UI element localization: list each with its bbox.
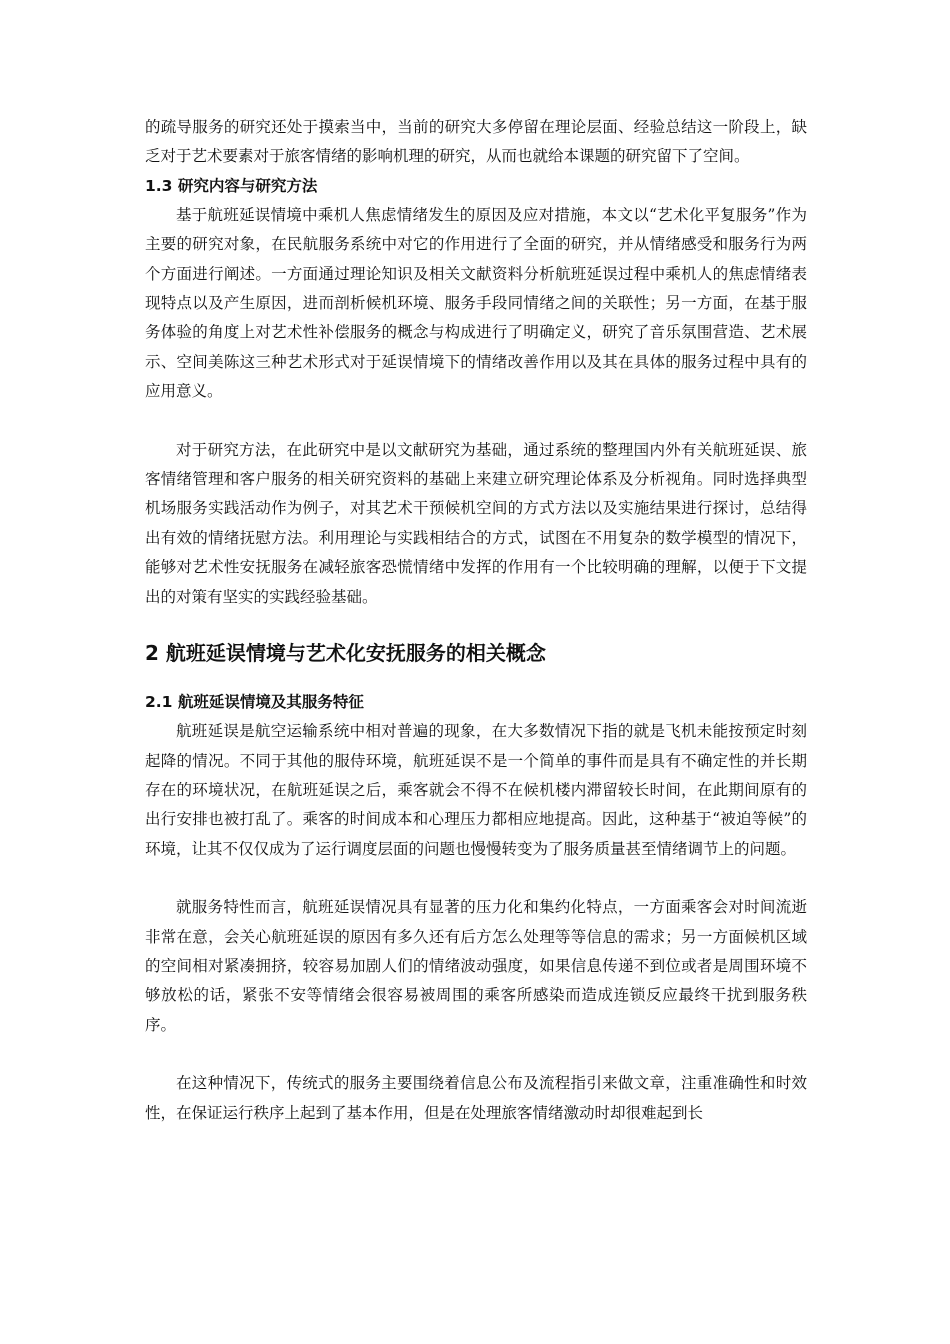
- paragraph-gap: [145, 407, 807, 436]
- document-page: [145, 113, 807, 1128]
- paragraph-delay-definition: 航班延误是航空运输系统中相对普遍的现象，在大多数情况下指的就是飞机未能按预定时刻起降的情况。不同于其他的服侍环境，航班延误不是一个简单的事件而是具有不确定性的并长期存在的环境状况，在航班延误之后，乘客就会不得不在候机楼内滞留较长时间，在此期间原有的出行安排也被打乱了。乘客的时间成本和心理压力都相应地提高。因此，这种基于“被迫等候”的环境，让其不仅仅成为了运行调度层面的问题也慢慢转变为了服务质量甚至情绪调节上的问题。: [145, 722, 807, 858]
- paragraph-research-method: 对于研究方法，在此研究中是以文献研究为基础，通过系统的整理国内外有关航班延误、旅客情绪管理和客户服务的相关研究资料的基础上来建立研究理论体系及分析视角。同时选择典型机场服务实践活动作为例子，对其艺术干预候机空间的方式方法以及实施结果进行探讨，总结得出有效的情绪抚慰方法。利用理论与实践相结合的方式，试图在不用复杂的数学模型的情况下，能够对艺术性安抚服务在减轻旅客恐慌情绪中发挥的作用有一个比较明确的理解，以便于下文提出的对策有坚实的实践经验基础。: [145, 440, 807, 606]
- paragraph-research-content: 基于航班延误情境中乘机人焦虑情绪发生的原因及应对措施，本文以“艺术化平复服务”作为主要的研究对象，在民航服务系统中对它的作用进行了全面的研究，并从情绪感受和服务行为两个方面进行阐述。一方面通过理论知识及相关文献资料分析航班延误过程中乘机人的焦虑情绪表现特点以及产生原因，进而剖析候机环境、服务手段同情绪之间的关联性；另一方面，在基于服务体验的角度上对艺术性补偿服务的概念与构成进行了明确定义，研究了音乐氛围营造、艺术展示、空间美陈这三种艺术形式对于延误情境下的情绪改善作用以及其在具体的服务过程中具有的应用意义。: [145, 205, 807, 401]
- paragraph-gap: [145, 1040, 807, 1069]
- section-gap: [145, 668, 807, 688]
- section-heading-2-1: 2.1 航班延误情境及其服务特征: [145, 693, 364, 712]
- section-heading-1-3: 1.3 研究内容与研究方法: [145, 176, 318, 195]
- paragraph-service-characteristics: 就服务特性而言，航班延误情况具有显著的压力化和集约化特点，一方面乘客会对时间流逝非常在意，会关心航班延误的原因有多久还有后方怎么处理等等信息的需求；另一方面候机区域的空间相对紧凑拥挤，较容易加剧人们的情绪波动强度，如果信息传递不到位或者是周围环境不够放松的话，紧张不安等情绪会很容易被周围的乘客所感染而造成连锁反应最终干扰到服务秩序。: [145, 898, 807, 1034]
- paragraph-gap: [145, 864, 807, 893]
- chapter-heading-2: 2 航班延误情境与艺术化安抚服务的相关概念: [145, 641, 546, 666]
- section-gap: [145, 612, 807, 638]
- paragraph-traditional-service: 在这种情况下，传统式的服务主要围绕着信息公布及流程指引来做文章，注重准确性和时效性，在保证运行秩序上起到了基本作用，但是在处理旅客情绪激动时却很难起到长: [145, 1074, 807, 1122]
- paragraph-continuation: 的疏导服务的研究还处于摸索当中，当前的研究大多停留在理论层面、经验总结这一阶段上，缺乏对于艺术要素对于旅客情绪的影响机理的研究，从而也就给本课题的研究留下了空间。: [145, 118, 807, 166]
